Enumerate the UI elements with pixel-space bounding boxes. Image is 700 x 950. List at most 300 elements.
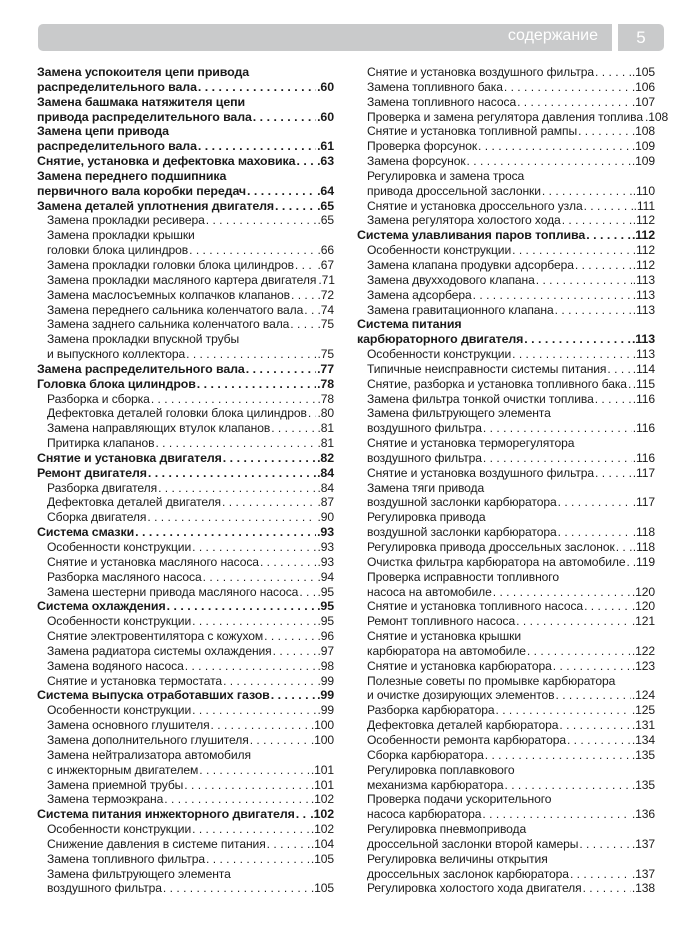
- toc-entry-title: Замена основного глушителя: [47, 718, 210, 733]
- toc-entry: [37, 614, 334, 629]
- toc-entry-title: Замена заднего сальника коленчатого вала: [47, 317, 290, 332]
- dot-leader: [271, 421, 316, 436]
- toc-entry-page: .116: [632, 391, 655, 406]
- toc-entry-title: Замена приемной трубы: [47, 777, 184, 792]
- dot-leader: [308, 406, 317, 421]
- toc-entry: [37, 65, 334, 80]
- toc-entry: [357, 881, 655, 896]
- section-title: содержание: [507, 27, 598, 44]
- toc-entry-page: .61: [317, 139, 334, 154]
- toc-entry-page: .93: [317, 540, 334, 554]
- toc-entry-title: Снятие и установка дроссельного узла: [367, 198, 583, 213]
- toc-entry-page: .105: [631, 65, 655, 79]
- toc-entry-page: .111: [633, 198, 655, 213]
- toc-entry-title: Снятие и установка терморегулятора: [367, 436, 575, 451]
- toc-entry-title: Разборка карбюратора: [367, 703, 495, 718]
- toc-entry-page: .93: [317, 554, 334, 569]
- toc-entry-page: .75: [317, 347, 334, 362]
- toc-entry: [37, 332, 334, 347]
- toc-entry: [37, 80, 334, 95]
- toc-entry: [37, 362, 334, 377]
- dot-leader: [512, 347, 632, 362]
- toc-entry-page: .77: [317, 361, 334, 376]
- toc-entry-title: Особенности конструкции: [367, 347, 512, 362]
- toc-entry: [37, 703, 334, 718]
- toc-entry: [357, 614, 655, 629]
- toc-entry-title: Дефектовка деталей двигателя: [47, 495, 221, 510]
- toc-entry: [357, 95, 655, 110]
- toc-entry: [37, 599, 334, 614]
- toc-entry-title: карбюраторного двигателя: [357, 332, 524, 347]
- dot-leader: [493, 585, 631, 600]
- toc-entry-title: Замена термоэкрана: [47, 792, 164, 807]
- toc-entry: [357, 65, 655, 80]
- toc-entry: [37, 570, 334, 585]
- toc-entry-page: .136: [631, 807, 655, 822]
- dot-leader: [626, 555, 631, 570]
- dot-leader: [559, 718, 630, 733]
- toc-entry-page: .84: [317, 480, 334, 495]
- toc-entry-page: .109: [631, 139, 655, 154]
- dot-leader: [583, 881, 631, 896]
- toc-entry-title: головки блока цилиндров: [47, 243, 189, 258]
- toc-entry-page: .123: [631, 658, 655, 673]
- toc-entry-title: Замена регулятора холостого хода: [367, 213, 561, 228]
- dot-leader: [198, 139, 316, 154]
- toc-entry-title: Замена успокоителя цепи привода: [37, 65, 250, 79]
- toc-entry-title: первичного вала коробки передач: [37, 183, 247, 198]
- toc-entry-page: .101: [310, 777, 334, 792]
- toc-entry-page: .60: [317, 109, 334, 124]
- toc-entry-title: Особенности конструкции: [47, 822, 192, 837]
- dot-leader: [579, 837, 631, 852]
- toc-entry: [37, 674, 334, 689]
- dot-leader: [586, 228, 631, 243]
- toc-entry: [357, 688, 655, 703]
- dot-leader: [260, 555, 317, 570]
- toc-left-column: [37, 65, 334, 896]
- toc-entry-page: .99: [317, 673, 334, 688]
- toc-entry-page: .138: [631, 881, 655, 896]
- toc-entry: [37, 213, 334, 228]
- toc-entry-title: Разборка и сборка: [47, 391, 150, 406]
- toc-entry: [37, 555, 334, 570]
- dot-leader: [184, 778, 310, 793]
- toc-entry-title: Замена деталей уплотнения двигателя: [37, 198, 275, 213]
- toc-entry-title: Замена нейтрализатора автомобиля: [47, 747, 251, 762]
- toc-entry-title: Замена маслосъемных колпачков клапанов: [47, 287, 290, 302]
- toc-entry: [357, 273, 655, 288]
- toc-entry-title: Замена дополнительного глушителя: [47, 732, 249, 747]
- toc-entry-title: механизма карбюратора: [367, 777, 504, 792]
- dot-leader: [558, 525, 632, 540]
- dot-leader: [295, 258, 317, 273]
- toc-entry: [37, 243, 334, 258]
- toc-entry-page: .113: [632, 302, 655, 317]
- dot-leader: [192, 703, 316, 718]
- toc-entry-page: .115: [632, 376, 655, 391]
- toc-entry-title: Притирка клапанов: [47, 436, 155, 451]
- toc-entry: [37, 822, 334, 837]
- dot-leader: [562, 213, 632, 228]
- toc-entry: [37, 718, 334, 733]
- dot-leader: [198, 80, 316, 95]
- toc-entry: [357, 525, 655, 540]
- toc-entry-page: .78: [317, 376, 334, 391]
- toc-entry-title: с инжекторным двигателем: [47, 762, 199, 777]
- dot-leader: [575, 258, 632, 273]
- dot-leader: [555, 303, 632, 318]
- toc-entry-title: Снятие и установка топливного насоса: [367, 599, 584, 614]
- toc-entry-title: Замена прокладки головки блока цилиндров: [47, 257, 294, 272]
- toc-entry: [357, 867, 655, 882]
- toc-entry: [357, 451, 655, 466]
- toc-entry: [357, 109, 669, 125]
- toc-entry-title: Замена адсорбера: [367, 287, 472, 302]
- toc-entry-title: Снятие, разборка и установка топливного бака: [367, 376, 627, 391]
- dot-leader: [517, 95, 631, 110]
- toc-entry-page: .95: [317, 614, 334, 629]
- page-number: 5: [636, 28, 646, 47]
- toc-entry: [357, 748, 655, 763]
- toc-entry-page: .124: [631, 688, 655, 703]
- toc-entry-page: .106: [631, 79, 655, 94]
- dot-leader: [482, 807, 630, 822]
- dot-leader: [567, 733, 631, 748]
- toc-entry-page: .95: [317, 599, 334, 614]
- toc-entry-title: Замена прокладки масляного картера двигателя: [47, 272, 317, 287]
- section-header-bar: [38, 24, 612, 51]
- toc-entry: [37, 644, 334, 659]
- toc-entry: [357, 288, 655, 303]
- dot-leader: [151, 392, 317, 407]
- toc-entry-page: .84: [317, 465, 334, 480]
- toc-entry: [37, 852, 334, 867]
- toc-entry-page: .99: [317, 688, 334, 703]
- toc-entry: [37, 228, 334, 243]
- toc-entry: [357, 377, 655, 392]
- toc-entry-page: .90: [317, 510, 334, 525]
- dot-leader: [135, 525, 316, 540]
- toc-entry-page: .121: [631, 614, 655, 629]
- toc-entry-title: привода дроссельной заслонки: [367, 183, 541, 198]
- toc-entry-title: Снятие и установка карбюратора: [367, 658, 552, 673]
- toc-entry: [37, 169, 334, 184]
- dot-leader: [616, 540, 632, 555]
- toc-entry-title: Замена переднего сальника коленчатого вала: [47, 302, 304, 317]
- dot-leader: [250, 733, 310, 748]
- toc-entry-page: .72: [317, 287, 334, 302]
- toc-entry: [37, 763, 334, 778]
- toc-entry-page: .135: [631, 747, 655, 762]
- toc-entry: [357, 258, 655, 273]
- page-number-box: [618, 24, 664, 51]
- toc-entry: [357, 317, 655, 332]
- toc-entry-title: Особенности конструкции: [47, 703, 192, 718]
- toc-entry-title: дроссельной заслонки второй камеры: [367, 836, 579, 851]
- toc-entry-page: .67: [317, 257, 334, 272]
- toc-entry: [357, 303, 655, 318]
- toc-entry: [357, 792, 655, 807]
- toc-entry-title: воздушной заслонки карбюратора: [367, 495, 557, 510]
- toc-entry-page: .113: [631, 332, 655, 347]
- toc-entry-title: воздушного фильтра: [367, 450, 482, 465]
- toc-entry-page: .93: [317, 525, 334, 540]
- toc-entry-page: .66: [317, 243, 334, 258]
- toc-entry: [357, 674, 655, 689]
- toc-entry: [37, 110, 334, 125]
- toc-entry-title: Система питания инжекторного двигателя: [37, 807, 295, 822]
- toc-entry-page: .71: [318, 272, 335, 287]
- dot-leader: [578, 124, 631, 139]
- toc-entry-title: Система питания: [357, 317, 462, 332]
- toc-entry-title: Особенности конструкции: [367, 243, 512, 258]
- toc-entry-title: Замена шестерни привода масляного насоса: [47, 584, 299, 599]
- toc-entry-page: .112: [632, 213, 655, 228]
- toc-entry: [357, 644, 655, 659]
- dot-leader: [206, 852, 310, 867]
- toc-entry: [357, 332, 655, 347]
- toc-entry-title: Дефектовка деталей головки блока цилиндров: [47, 406, 307, 421]
- toc-entry-title: Дефектовка деталей карбюратора: [367, 718, 559, 733]
- toc-entry-page: .60: [317, 79, 334, 94]
- dot-leader: [516, 614, 631, 629]
- toc-entry-title: Снятие и установка воздушного фильтра: [367, 465, 595, 480]
- dot-leader: [199, 763, 310, 778]
- dot-leader: [185, 659, 317, 674]
- toc-entry-title: Снятие и установка термостата: [47, 673, 223, 688]
- toc-entry: [37, 273, 334, 288]
- toc-entry-page: .125: [631, 703, 655, 718]
- toc-entry: [37, 540, 334, 555]
- toc-entry-title: Ремонт топливного насоса: [367, 614, 516, 629]
- toc-entry: [37, 392, 334, 407]
- toc-entry: [357, 852, 655, 867]
- toc-entry-page: .74: [317, 302, 334, 317]
- toc-entry-title: Снятие и установка двигателя: [37, 450, 222, 465]
- toc-entry-page: .110: [632, 183, 655, 198]
- toc-entry-page: .95: [317, 584, 334, 599]
- toc-entry-page: .100: [310, 718, 334, 733]
- dot-leader: [247, 184, 316, 199]
- toc-entry-page: .102: [310, 792, 334, 807]
- toc-entry-title: распределительного вала: [37, 79, 197, 94]
- dot-leader: [189, 243, 316, 258]
- dot-leader: [558, 495, 632, 510]
- toc-entry-title: Снижение давления в системе питания: [47, 836, 266, 851]
- toc-entry-page: .113: [632, 272, 655, 287]
- dot-leader: [264, 629, 316, 644]
- toc-entry-title: Проверка форсунок: [367, 139, 478, 154]
- toc-entry-title: Замена прокладки впускной трубы: [47, 332, 240, 347]
- toc-entry: [357, 540, 655, 555]
- toc-entry: [37, 154, 334, 169]
- toc-entry-title: дроссельных заслонок карбюратора: [367, 866, 569, 881]
- toc-entry-title: Замена распределительного вала: [37, 361, 245, 376]
- toc-entry-title: Снятие и установка крышки: [367, 629, 521, 644]
- toc-entry: [37, 792, 334, 807]
- toc-entry: [357, 154, 655, 169]
- toc-entry-title: Особенности конструкции: [47, 540, 192, 554]
- toc-entry-title: Замена фильтрующего элемента: [47, 866, 231, 881]
- dot-leader: [273, 644, 317, 659]
- toc-entry-page: .82: [317, 450, 334, 465]
- toc-entry-page: .118: [632, 540, 655, 554]
- toc-entry-title: Регулировка поплавкового: [367, 762, 515, 777]
- toc-entry-title: Замена переднего подшипника: [37, 168, 227, 183]
- dot-leader: [296, 154, 316, 169]
- toc-entry-page: .118: [632, 525, 655, 540]
- toc-entry-page: .137: [631, 836, 655, 851]
- toc-entry-title: Замена прокладки ресивера: [47, 213, 205, 228]
- dot-leader: [186, 347, 316, 362]
- toc-entry-title: Замена форсунок: [367, 154, 466, 169]
- toc-entry-title: Система улавливания паров топлива: [357, 228, 586, 243]
- toc-entry-title: Регулировка и замена троса: [367, 168, 525, 183]
- dot-leader: [467, 154, 631, 169]
- dot-leader: [504, 80, 631, 95]
- toc-entry: [357, 421, 655, 436]
- toc-entry: [37, 303, 334, 318]
- dot-leader: [607, 362, 631, 377]
- toc-entry-page: .80: [317, 406, 334, 421]
- dot-leader: [595, 392, 632, 407]
- toc-entry: [357, 347, 655, 362]
- toc-entry: [357, 139, 655, 154]
- toc-entry: [357, 213, 655, 228]
- toc-entry-title: Снятие, установка и дефектовка маховика: [37, 154, 296, 169]
- toc-entry: [357, 599, 655, 614]
- dot-leader: [163, 881, 310, 896]
- toc-entry: [357, 822, 655, 837]
- toc-entry-page: .102: [310, 807, 334, 822]
- toc-entry-title: Замена направляющих втулок клапанов: [47, 421, 271, 436]
- dot-leader: [296, 807, 310, 822]
- toc-entry-title: распределительного вала: [37, 139, 197, 154]
- toc-entry-page: .100: [310, 732, 334, 747]
- toc-entry-page: .101: [310, 762, 334, 777]
- toc-entry-title: Сборка карбюратора: [367, 747, 484, 762]
- toc-entry-page: .87: [317, 495, 334, 510]
- toc-entry-page: .119: [632, 554, 655, 569]
- toc-entry: [357, 466, 655, 481]
- toc-entry-title: насоса карбюратора: [367, 807, 482, 822]
- toc-entry: [357, 585, 655, 600]
- toc-right-column: [357, 65, 669, 896]
- toc-entry: [357, 570, 655, 585]
- dot-leader: [527, 644, 631, 659]
- dot-leader: [155, 436, 316, 451]
- toc-entry: [37, 778, 334, 793]
- dot-leader: [628, 377, 632, 392]
- dot-leader: [495, 703, 630, 718]
- dot-leader: [485, 748, 631, 763]
- toc-entry-title: Снятие и установка масляного насоса: [47, 554, 259, 569]
- toc-entry-title: Замена двухходового клапана: [367, 272, 535, 287]
- toc-entry-page: .98: [317, 658, 334, 673]
- toc-entry-page: .113: [632, 347, 655, 362]
- dot-leader: [147, 510, 316, 525]
- dot-leader: [253, 110, 316, 125]
- toc-entry: [357, 481, 655, 496]
- dot-leader: [158, 481, 316, 496]
- dot-leader: [299, 585, 316, 600]
- toc-entry-title: Регулировка привода: [367, 510, 486, 525]
- dot-leader: [223, 674, 316, 689]
- toc-entry: [357, 362, 655, 377]
- dot-leader: [595, 65, 631, 80]
- toc-entry-title: Типичные неисправности системы питания: [367, 361, 607, 376]
- toc-entry-title: воздушного фильтра: [47, 881, 162, 896]
- toc-entry: [37, 317, 334, 332]
- toc-entry: [37, 748, 334, 763]
- toc-entry: [357, 184, 655, 199]
- dot-leader: [167, 599, 316, 614]
- toc-entry: [37, 837, 334, 852]
- dot-leader: [203, 570, 317, 585]
- toc-entry-title: Замена фильтра тонкой очистки топлива: [367, 391, 594, 406]
- toc-entry-title: Головка блока цилиндров: [37, 376, 196, 391]
- toc-entry-title: Замена топливного фильтра: [47, 851, 205, 866]
- toc-entry: [37, 436, 334, 451]
- toc-entry-page: .102: [310, 822, 334, 837]
- dot-leader: [595, 466, 632, 481]
- toc-entry-page: .105: [310, 851, 334, 866]
- dot-leader: [246, 362, 316, 377]
- dot-leader: [473, 288, 632, 303]
- toc-entry-title: воздушного фильтра: [367, 421, 482, 436]
- toc-entry: [357, 436, 655, 451]
- toc-entry-page: .99: [317, 703, 334, 718]
- toc-entry-page: .81: [317, 436, 334, 451]
- toc-entry: [37, 466, 334, 481]
- dot-leader: [584, 599, 631, 614]
- toc-entry: [37, 124, 334, 139]
- toc-entry-title: Проверка подачи ускорительного: [367, 792, 552, 807]
- toc-entry-page: .96: [317, 629, 334, 644]
- dot-leader: [504, 778, 630, 793]
- dot-leader: [148, 466, 316, 481]
- toc-entry-page: .135: [631, 777, 655, 792]
- toc-entry: [37, 585, 334, 600]
- toc-entry: [37, 867, 334, 882]
- toc-entry: [357, 718, 655, 733]
- toc-entry-title: Замена топливного насоса: [367, 94, 517, 109]
- toc-entry-title: насоса на автомобиле: [367, 584, 492, 599]
- toc-entry-title: Замена тяги привода: [367, 480, 485, 495]
- toc-entry-page: .64: [317, 183, 334, 198]
- toc-entry-title: Особенности конструкции: [47, 614, 192, 629]
- toc-entry: [357, 124, 655, 139]
- toc-entry-page: .94: [317, 569, 334, 584]
- toc-entry-title: и выпускного коллектора: [47, 347, 186, 362]
- dot-leader: [483, 421, 632, 436]
- toc-entry-page: .78: [317, 391, 334, 406]
- toc-entry: [357, 228, 655, 243]
- dot-leader: [584, 199, 633, 214]
- toc-entry-page: .137: [631, 866, 655, 881]
- toc-entry-title: Ремонт двигателя: [37, 465, 147, 480]
- toc-entry-title: Проверка и замена регулятора давления топлива: [367, 109, 643, 124]
- toc-entry-page: .75: [317, 317, 334, 332]
- toc-entry-title: Регулировка холостого хода двигателя: [367, 881, 582, 896]
- toc-entry: [37, 688, 334, 703]
- toc-entry: [37, 881, 334, 896]
- toc-entry-title: Сборка двигателя: [47, 510, 147, 525]
- toc-entry-page: .122: [631, 643, 655, 658]
- toc-entry-title: Регулировка пневмопривода: [367, 822, 527, 837]
- toc-entry-page: .117: [632, 495, 655, 510]
